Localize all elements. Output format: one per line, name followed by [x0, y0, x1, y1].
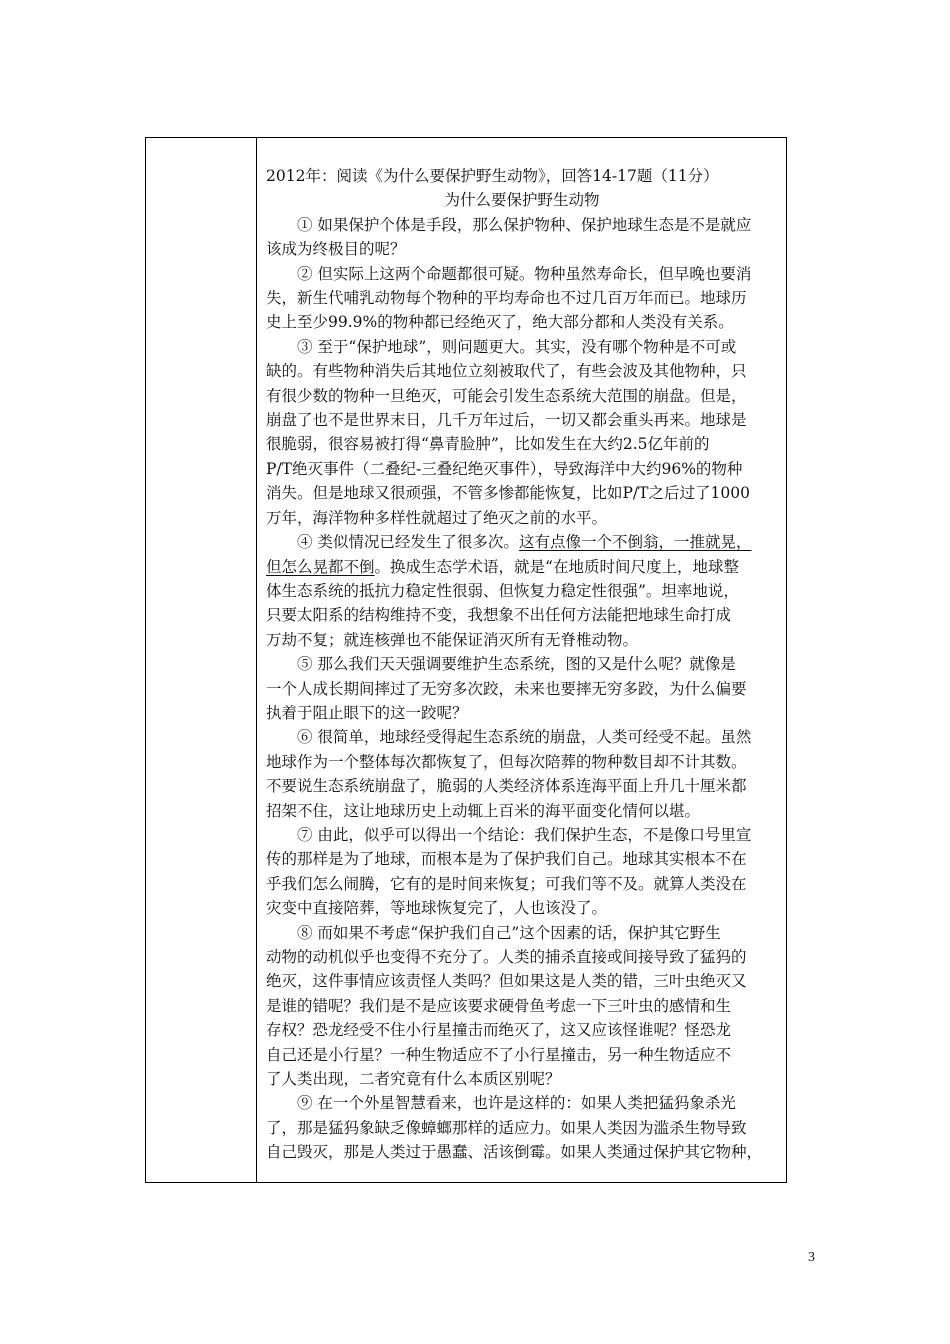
text-line: 该成为终极目的呢？: [266, 240, 406, 259]
text-line: 消失。但是地球又很顽强，不管多惨都能恢复，比如P/T之后过了1000: [266, 484, 750, 503]
text-line: 是谁的错呢？我们是不是应该要求硬骨鱼考虑一下三叶虫的感情和生: [266, 996, 732, 1015]
text-line: ⑥ 很简单，地球经受得起生态系统的崩盘，人类可经受不起。虽然: [297, 728, 752, 747]
text-line: 地球作为一个整体每次都恢复了，但每次陪葬的物种数目却不计其数。: [266, 752, 747, 771]
text-line: [266, 530, 778, 554]
table-left-cell: [146, 138, 257, 1182]
text-line: 传的那样是为了地球，而根本是为了保护我们自己。地球其实根本不在: [266, 850, 747, 869]
text-line: 一个人成长期间摔过了无穷多次跤，未来也要摔无穷多跤，为什么偏要: [266, 679, 747, 698]
text-segment: ④ 类似情况已经发生了很多次。: [297, 533, 519, 552]
text-line: 万劫不复；就连核弹也不能保证消灭所有无脊椎动物。: [266, 630, 639, 649]
text-line: 失，新生代哺乳动物每个物种的平均寿命也不过几百万年而已。地球历: [266, 289, 747, 308]
text-line: 自己毁灭，那是人类过于愚蠢、活该倒霉。如果人类通过保护其它物种，: [266, 1143, 763, 1162]
article-title: 为什么要保护野生动物: [444, 191, 600, 210]
text-line: 只要太阳系的结构维持不变，我想象不出任何方法能把地球生命打成: [266, 606, 732, 625]
text-line: 体生态系统的抵抗力稳定性很弱、但恢复力稳定性很强”。坦率地说，: [266, 581, 739, 600]
text-line: ② 但实际上这两个命题都很可疑。物种虽然寿命长，但早晚也要消: [297, 264, 752, 283]
text-line: 了，那是猛犸象缺乏像蟑螂那样的适应力。如果人类因为滥杀生物导致: [266, 1118, 747, 1137]
text-line: 存权？恐龙经受不住小行星撞击而绝灭了，这又应该怪谁呢？怪恐龙: [266, 1021, 732, 1040]
text-line: 很脆弱，很容易被打得“鼻青脸肿”，比如发生在大约2.5亿年前的: [266, 435, 710, 454]
text-line: 有很少数的物种一旦绝灭，可能会引发生态系统大范围的崩盘。但是，: [266, 386, 747, 405]
page-number: 3: [808, 1250, 815, 1265]
text-line: 史上至少99.9%的物种都已经绝灭了，绝大部分都和人类没有关系。: [266, 313, 734, 332]
text-line: 招架不住，这让地球历史上动辄上百米的海平面变化情何以堪。: [266, 801, 701, 820]
text-line: [266, 555, 778, 579]
text-line: ⑨ 在一个外星智慧看来，也许是这样的：如果人类把猛犸象杀光: [297, 1094, 736, 1113]
text-line: 执着于阻止眼下的这一跤呢？: [266, 703, 468, 722]
text-line: 不要说生态系统崩盘了，脆弱的人类经济体系连海平面上升几十厘米都: [266, 777, 747, 796]
text-line: ⑧ 而如果不考虑“保护我们自己”这个因素的话，保护其它野生: [297, 923, 721, 942]
text-line: 动物的动机似乎也变得不充分了。人类的捕杀直接或间接导致了猛犸的: [266, 948, 747, 966]
underlined-phrase: 这有点像一个不倒翁，一推就晃，: [518, 533, 752, 552]
text-line: 乎我们怎么闹腾，它有的是时间来恢复；可我们等不及。就算人类没在: [266, 874, 747, 893]
text-line: 灾变中直接陪葬，等地球恢复完了，人也该没了。: [266, 899, 608, 918]
text-line: P/T绝灭事件（二叠纪-三叠纪绝灭事件），导致海洋中大约96%的物种: [266, 459, 743, 478]
underlined-phrase: 但怎么晃都不倒: [266, 557, 375, 576]
question-header: 2012年：阅读《为什么要保护野生动物》，回答14-17题（11分）: [266, 167, 719, 185]
text-line: ⑤ 那么我们天天强调要维护生态系统，图的又是什么呢？就像是: [297, 655, 736, 674]
text-line: 绝灭，这件事情应该责怪人类吗？但如果这是人类的错，三叶虫绝灭又: [266, 972, 747, 991]
table-content-cell: [257, 138, 786, 1182]
document-table: [145, 137, 787, 1183]
text-line: ① 如果保护个体是手段，那么保护物种、保护地球生态是不是就应: [297, 215, 752, 234]
text-line: 崩盘了也不是世界末日，几千万年过后，一切又都会重头再来。地球是: [266, 411, 747, 430]
text-line: ⑦ 由此，似乎可以得出一个结论：我们保护生态，不是像口号里宣: [297, 825, 752, 844]
text-line: ③ 至于“保护地球”，则问题更大。其实，没有哪个物种是不可或: [297, 337, 737, 356]
text-segment: 。换成生态学术语，就是“在地质时间尺度上，地球整: [374, 557, 739, 576]
text-line: 缺的。有些物种消失后其地位立刻被取代了，有些会波及其他物种，只: [266, 362, 747, 381]
text-line: 自己还是小行星？一种生物适应不了小行星撞击，另一种生物适应不: [266, 1045, 732, 1064]
text-line: 万年，海洋物种多样性就超过了绝灭之前的水平。: [266, 508, 608, 527]
text-line: 了人类出现，二者究竟有什么本质区别呢？: [266, 1070, 561, 1089]
